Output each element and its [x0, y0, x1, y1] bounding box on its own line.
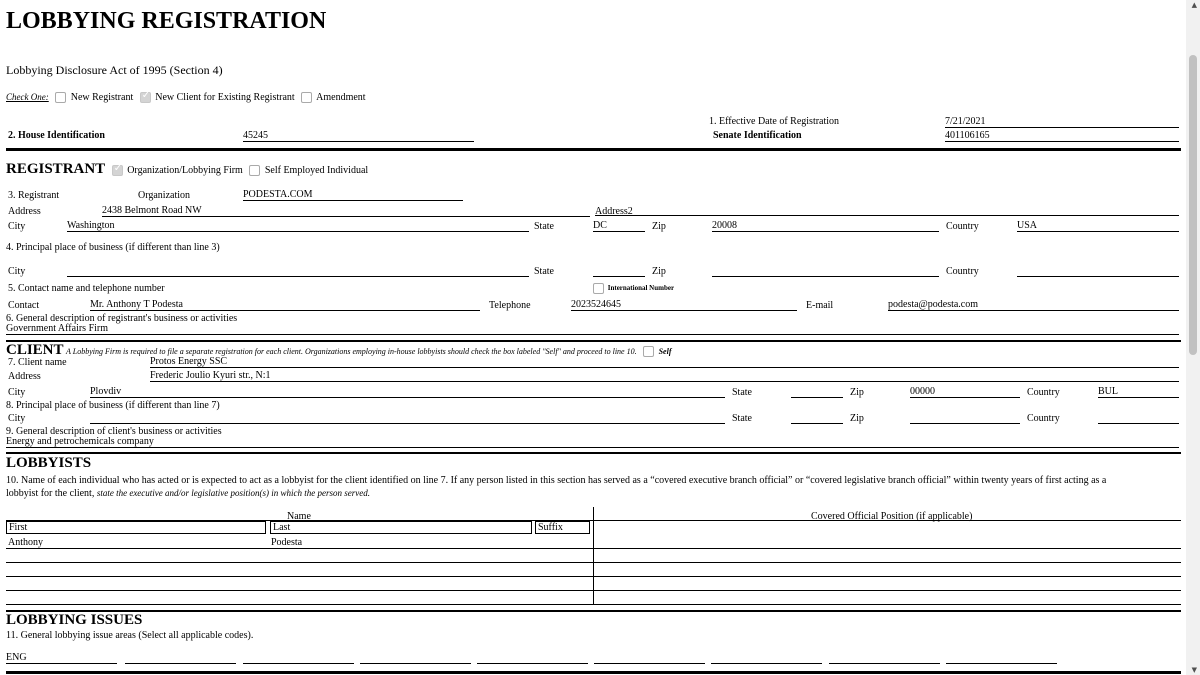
- intl-number-checkbox[interactable]: [593, 283, 604, 294]
- self-label: Self: [658, 347, 672, 356]
- table-row-empty[interactable]: [6, 562, 1181, 563]
- intl-number-row: [593, 283, 674, 294]
- registrant-state2-field[interactable]: [593, 276, 645, 277]
- position-row-line[interactable]: [593, 548, 1181, 549]
- email-label: E-mail: [806, 300, 834, 311]
- client-state2-label: State: [732, 413, 752, 424]
- section-divider: [6, 452, 1181, 454]
- scroll-up-icon[interactable]: ▲: [1191, 1, 1197, 9]
- client-city-field[interactable]: Plovdiv: [90, 386, 725, 398]
- house-id-label: 2. House Identification: [8, 130, 105, 141]
- registrant-city2-field[interactable]: [67, 276, 529, 277]
- registrant-country-label: Country: [946, 221, 979, 232]
- table-row[interactable]: [6, 537, 593, 549]
- lobbyists-line10-text2-row: [6, 488, 370, 499]
- registrant-org-sublabel: Organization: [138, 190, 191, 201]
- client-state2-field[interactable]: [791, 423, 843, 424]
- client-city2-field[interactable]: [90, 423, 725, 424]
- registrant-zip-label: Zip: [652, 221, 666, 232]
- check-one-label: Check One:: [6, 92, 49, 102]
- registrant-zip2-label: Zip: [652, 266, 666, 277]
- telephone-field[interactable]: 2023524645: [571, 299, 797, 311]
- client-address-field[interactable]: Frederic Joulio Kyuri str., N:1: [150, 370, 1179, 382]
- registrant-address-field[interactable]: 2438 Belmont Road NW: [102, 205, 590, 217]
- registrant-country-field[interactable]: USA: [1017, 220, 1179, 232]
- registrant-country2-label: Country: [946, 266, 979, 277]
- client-description-field[interactable]: Energy and petrochemicals company: [6, 436, 1179, 448]
- client-line9-label: 9. General description of client's business or activities: [6, 426, 222, 437]
- self-employed-checkbox[interactable]: [249, 165, 260, 176]
- lobbyists-heading: LOBBYISTS: [6, 455, 92, 471]
- registrant-state-label: State: [534, 221, 554, 232]
- org-lobbying-firm-label: Organization/Lobbying Firm: [127, 165, 243, 176]
- issue-code-field[interactable]: [946, 663, 1057, 664]
- amendment-label: Amendment: [316, 92, 366, 103]
- registrant-heading: REGISTRANT: [6, 161, 106, 177]
- client-city-label: City: [8, 387, 26, 398]
- lobbyists-line10-text2: lobbyist for the client,: [6, 488, 95, 499]
- effective-date-field[interactable]: 7/21/2021: [945, 116, 1179, 128]
- registrant-state2-label: State: [534, 266, 554, 277]
- last-header: Last: [270, 521, 532, 534]
- check-one-row: [6, 92, 366, 103]
- scrollbar-thumb[interactable]: [1189, 55, 1197, 355]
- registrant-country2-field[interactable]: [1017, 276, 1179, 277]
- issue-code-field[interactable]: [594, 663, 705, 664]
- lobbyist-last-name[interactable]: Podesta: [271, 537, 303, 548]
- lobbyists-line10-italic: state the executive and/or legislative position(s) in which the person served.: [96, 488, 371, 498]
- client-country2-field[interactable]: [1098, 423, 1179, 424]
- name-header: Name: [287, 511, 311, 522]
- registrant-line3-label: 3. Registrant: [8, 190, 60, 201]
- client-line8-label: 8. Principal place of business (if different than line 7): [6, 400, 220, 411]
- table-row-empty[interactable]: [6, 604, 1181, 605]
- registrant-address2-label: Address2: [595, 206, 633, 217]
- client-address-label: Address: [8, 371, 41, 382]
- email-field[interactable]: podesta@podesta.com: [888, 299, 1179, 311]
- scroll-down-icon[interactable]: ▼: [1191, 666, 1197, 674]
- issue-code-field[interactable]: [711, 663, 822, 664]
- section-divider: [6, 671, 1181, 674]
- registrant-city2-label: City: [8, 266, 26, 277]
- house-id-field[interactable]: 45245: [243, 130, 474, 142]
- client-country2-label: Country: [1027, 413, 1060, 424]
- registrant-zip2-field[interactable]: [712, 276, 939, 277]
- vertical-scrollbar[interactable]: [1186, 0, 1200, 675]
- new-client-label: New Client for Existing Registrant: [155, 92, 295, 103]
- first-header: First: [6, 521, 266, 534]
- client-zip-label: Zip: [850, 387, 864, 398]
- org-lobbying-firm-checkbox[interactable]: [112, 165, 123, 176]
- registrant-line4-label: 4. Principal place of business (if different than line 3): [6, 242, 220, 253]
- contact-label: Contact: [8, 300, 40, 311]
- client-state-field[interactable]: [791, 397, 843, 398]
- issue-code-field[interactable]: [360, 663, 471, 664]
- registrant-address2-field[interactable]: [595, 215, 1179, 216]
- issues-heading: LOBBYING ISSUES: [6, 612, 143, 628]
- client-country-field[interactable]: BUL: [1098, 386, 1179, 398]
- client-line7-label: 7. Client name: [8, 357, 67, 368]
- section-divider: [6, 610, 1181, 612]
- client-country-label: Country: [1027, 387, 1060, 398]
- registrant-address-label: Address: [8, 206, 41, 217]
- table-row-empty[interactable]: [6, 576, 1181, 577]
- issue-code-field[interactable]: [829, 663, 940, 664]
- registrant-state-field[interactable]: DC: [593, 220, 645, 232]
- position-header: Covered Official Position (if applicable): [811, 511, 973, 522]
- client-heading: CLIENT: [6, 342, 64, 358]
- client-zip2-field[interactable]: [910, 423, 1020, 424]
- client-note: A Lobbying Firm is required to file a separate registration for each client. Organizations employing in-house lobbyists should check the box labeled "Self" and proceed to line 10.: [66, 347, 637, 356]
- client-city2-label: City: [8, 413, 26, 424]
- issue-code-field[interactable]: [477, 663, 588, 664]
- registrant-city-field[interactable]: Washington: [67, 220, 529, 232]
- new-registrant-checkbox[interactable]: [55, 92, 66, 103]
- table-row-empty[interactable]: [6, 590, 1181, 591]
- client-name-field[interactable]: Protos Energy SSC: [150, 356, 1179, 368]
- issue-code-field[interactable]: ENG: [6, 652, 117, 664]
- registrant-line5-label: 5. Contact name and telephone number: [8, 283, 165, 294]
- senate-id-label: Senate Identification: [713, 130, 802, 141]
- self-employed-label: Self Employed Individual: [264, 165, 369, 176]
- issue-code-field[interactable]: [243, 663, 354, 664]
- issues-line11-label: 11. General lobbying issue areas (Select all applicable codes).: [6, 630, 254, 641]
- registrant-name-field[interactable]: PODESTA.COM: [243, 189, 463, 201]
- registrant-line6-label: 6. General description of registrant's business or activities: [6, 313, 238, 324]
- registrant-description-field[interactable]: Government Affairs Firm: [6, 323, 1179, 335]
- client-zip-field[interactable]: 00000: [910, 386, 1020, 398]
- form-title: LOBBYING REGISTRATION: [6, 8, 327, 34]
- registrant-zip-field[interactable]: 20008: [712, 220, 939, 232]
- client-zip2-label: Zip: [850, 413, 864, 424]
- new-registrant-label: New Registrant: [70, 92, 134, 103]
- amendment-checkbox[interactable]: [301, 92, 312, 103]
- client-state-label: State: [732, 387, 752, 398]
- registrant-heading-row: [6, 161, 368, 178]
- intl-number-label: International Number: [607, 284, 675, 293]
- new-client-checkbox[interactable]: [140, 92, 151, 103]
- issue-code-field[interactable]: [125, 663, 236, 664]
- registrant-city-label: City: [8, 221, 26, 232]
- telephone-label: Telephone: [489, 300, 531, 311]
- senate-id-field[interactable]: 401106165: [945, 130, 1179, 142]
- effective-date-label: 1. Effective Date of Registration: [709, 116, 840, 127]
- form-subtitle: Lobbying Disclosure Act of 1995 (Section 4): [6, 63, 223, 77]
- lobbyists-line10-text: 10. Name of each individual who has acted or is expected to act as a lobbyist for the client identified on line 7. If any person listed in this section has served as a “covered executive branch official” or “covered legislative branch official” within twenty years of first acting as a: [6, 475, 1107, 486]
- lobbyist-first-name[interactable]: Anthony: [8, 537, 43, 548]
- contact-field[interactable]: Mr. Anthony T Podesta: [90, 299, 480, 311]
- suffix-header: Suffix: [535, 521, 590, 534]
- section-divider: [6, 148, 1181, 151]
